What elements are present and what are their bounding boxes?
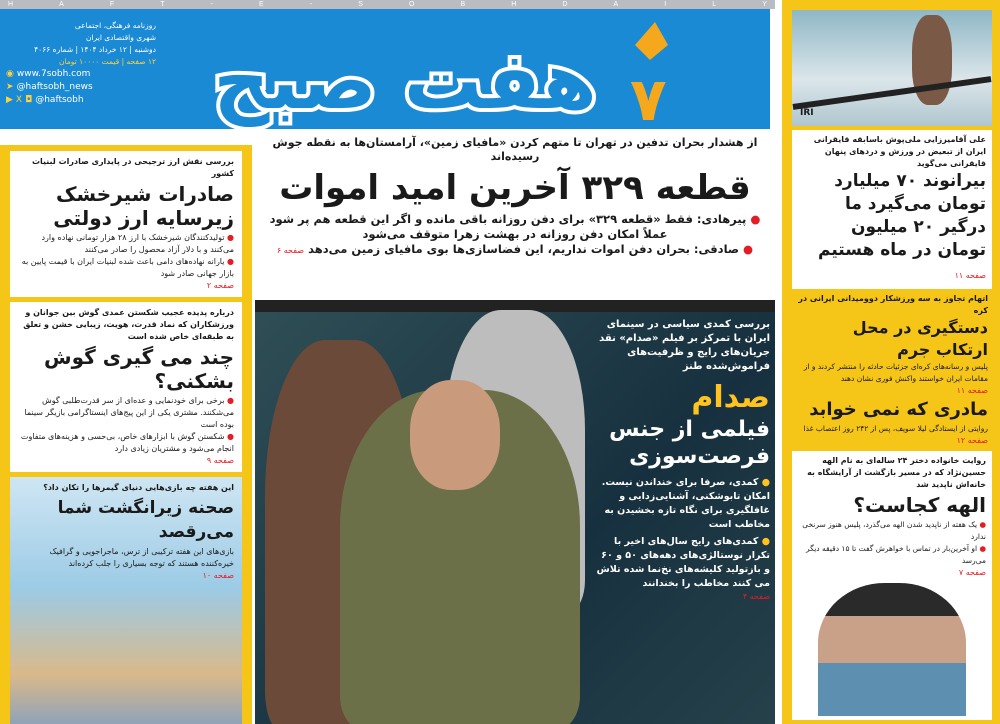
strip-letter: O — [408, 1, 415, 8]
left-column — [0, 145, 252, 724]
strip-letter: S — [358, 1, 363, 8]
feature-intro: بررسی کمدی سیاسی در سینمای ایران با تمرکز بر فیلم «صدام» نقد جریان‌های رایج و ظرفیت‌های فراموش‌شده طنز — [599, 319, 770, 372]
page-ref[interactable]: صفحه ۱۱ — [956, 386, 988, 395]
page-ref[interactable]: صفحه ۶ — [276, 246, 305, 255]
story-headline[interactable]: صادرات شیرخشک زیرسایه ارز دولتی — [53, 182, 234, 230]
feature-text — [592, 318, 770, 720]
story-kicker: علی آقامیرزایی ملی‌پوش باسابقه قایقرانی ایران از تبعیض در ورزش و دردهای پنهان قایقرانی می‌گوید — [813, 135, 986, 168]
story-bullet: تولیدکنندگان شیرخشک با ارز ۲۸ هزار تومانی نهاده وارد می‌کنند و با دلار آزاد محصول را صادر می‌کنند — [41, 233, 234, 254]
lead-bullet: صادقی: بحران دفن اموات نداریم، این فضاسازی‌ها بوی مافیای زمین می‌دهد — [308, 242, 740, 256]
x-icon: X — [15, 95, 23, 105]
masthead-info — [6, 20, 156, 107]
page-ref[interactable]: صفحه ۱۰ — [202, 571, 234, 580]
bullet-icon: ● — [224, 396, 234, 405]
lead-bullet: پیرهادی: فقط «قطعه ۳۲۹» برای دفن روزانه باقی مانده و اگر این قطعه هم پر شود عملاً امکان دفن روزانه در بهشت زهرا متوقف می‌شود — [269, 212, 747, 241]
strip-letter: A — [59, 1, 64, 8]
strip-letter: Y — [762, 1, 767, 8]
story-body: بازی‌های این هفته ترکیبی از ترس، ماجراجویی و گرافیک خیره‌کننده هستند که توجه بسیاری را جلب کرده‌اند — [49, 547, 234, 568]
story-kicker: بررسی نقش ارز ترجیحی در پایداری صادرات لبنیات کشور — [31, 157, 234, 178]
story-arrest — [792, 293, 992, 447]
story-bullet: شکستن گوش با ابزارهای خاص، بی‌حسی و هزینه‌های متفاوت انجام می‌شود و مشتریان زیادی دارد — [20, 432, 234, 453]
story-bullet: یارانه نهاده‌های دامی باعث شده لبنیات ایران با قیمت پایین به بازار جهانی صادر شود — [21, 257, 234, 278]
feature-bullet: کمدی‌های رایج سال‌های اخیر با تکرار نوستالژی‌های دهه‌های ۵۰ و ۶۰ و بازتولید کلیشه‌های نخ‌نما شده تلاش می کنند مخاطب را بخندانند — [596, 536, 770, 589]
story-kayak — [792, 130, 992, 289]
logo-diamond — [635, 22, 668, 60]
globe-icon: ◉ — [6, 69, 14, 79]
strip-letter: I — [664, 1, 667, 8]
page-ref[interactable]: صفحه ۹ — [206, 456, 234, 465]
story-bullet: او آخرین‌بار در تماس با خواهرش گفت تا ۱۵ دقیقه دیگر می‌رسد — [805, 544, 986, 565]
strip-letter: L — [712, 1, 717, 8]
story-body: روایتی از ایستادگی لیلا سویف، پس از ۲۴۲ روز اعتصاب غذا — [803, 424, 988, 433]
feature-title[interactable]: صدام — [691, 380, 770, 415]
story-headline[interactable]: الهه کجاست؟ — [853, 493, 986, 517]
date-issue: دوشنبه | ۱۲ خرداد ۱۴۰۴ | شماره ۴۰۶۶ — [34, 45, 156, 54]
feature-subtitle: فیلمی از جنس فرصت‌سوزی — [609, 417, 770, 469]
feature-bullet: کمدی، صرفا برای خنداندن نیست. امکان تابوشکنی، آشنایی‌زدایی و غافلگیری برای نگاه تازه بخشیدن به مخاطب است — [601, 477, 770, 530]
logo-wordmark: هفت صبح — [213, 37, 597, 127]
story-kicker: این هفته چه بازی‌هایی دنیای گیمرها را تکان داد؟ — [43, 483, 234, 492]
strip-letter: B — [460, 1, 466, 8]
tagline: روزنامه فرهنگی، اجتماعی — [74, 21, 156, 30]
strip-letter: E — [259, 1, 264, 8]
right-column — [782, 0, 1000, 724]
story-milk-powder — [10, 151, 242, 297]
portrait-photo — [818, 583, 966, 716]
bullet-icon: ● — [758, 477, 770, 488]
bullet-icon: ● — [224, 432, 234, 441]
story-missing-girl — [792, 451, 992, 720]
strip-letter: A — [613, 1, 619, 8]
story-bullet: برخی برای خودنمایی و عده‌ای از سر قدرت‌طلبی گوش می‌شکنند. مشتری یکی از این پیج‌های اینستاگرامی بازیگر سینما بوده است — [24, 396, 234, 429]
bullet-icon: ● — [977, 520, 986, 529]
story-headline[interactable]: دستگیری در محل ارتکاب جرم — [852, 318, 988, 359]
bullet-icon: ● — [758, 536, 770, 547]
story-body: پلیس و رسانه‌های کره‌ای جزئیات حادثه را منتشر کردند و از مقامات ایران خواستند واکنش فوری نشان دهند — [803, 362, 988, 383]
strip-letter: F — [109, 1, 115, 8]
paddle — [793, 76, 992, 110]
website-link[interactable]: www.7sobh.com — [16, 69, 91, 79]
story-headline[interactable]: بیرانوند ۷۰ میلیارد تومان می‌گیرد ما درگیر ۲۰ میلیون تومان در ماه هستیم — [818, 171, 986, 260]
page-ref[interactable]: صفحه ۱۲ — [956, 436, 988, 445]
lead-bullets — [258, 212, 772, 257]
lead-kicker: از هشدار بحران تدفین در تهران تا متهم کردن «مافیای زمین»، آرامستان‌ها به نقطه جوش رسیده‌اند — [272, 136, 758, 163]
youtube-icon: ▶ — [6, 95, 13, 105]
bullet-icon: ● — [224, 233, 234, 242]
logo-numeral: ۷ — [630, 65, 667, 135]
social-handle[interactable]: @haftsobh — [35, 95, 84, 105]
strip-letter: H — [511, 1, 517, 8]
story-headline[interactable]: چند می گیری گوش بشکنی؟ — [44, 345, 234, 393]
story-kicker: اتهام تجاوز به سه ورزشکار دوومیدانی ایرانی در کره — [798, 294, 988, 315]
strip-letter: T — [160, 1, 165, 8]
boat-label: IRI — [800, 108, 814, 118]
lead-headline[interactable]: قطعه ۳۲۹ آخرین امید اموات — [279, 168, 751, 208]
strip-letter: - — [210, 1, 213, 8]
price: ۱۲ صفحه | قیمت ۱۰۰۰۰ تومان — [58, 57, 156, 66]
figure-face — [410, 380, 500, 490]
strip-letter: - — [309, 1, 313, 8]
bullet-icon: ● — [224, 257, 234, 266]
instagram-icon: ◘ — [25, 95, 33, 105]
story-headline[interactable]: مادری که نمی خوابد — [809, 399, 988, 420]
story-kicker: درباره پدیده عجیب شکستن عمدی گوش بین جوانان و ورزشکاران که نماد قدرت، هویت، زیبایی خشن و تعلق به طبقه‌ای خاص شده است — [23, 308, 234, 341]
kayak-photo — [792, 10, 992, 126]
telegram-icon: ➤ — [6, 82, 14, 92]
bullet-icon: ● — [739, 242, 754, 256]
page-ref[interactable]: صفحه ۲ — [206, 281, 234, 290]
lead-story — [258, 136, 772, 298]
bullet-icon: ● — [746, 212, 761, 226]
tagline: شهری واقتصادی ایران — [86, 33, 156, 42]
bullet-icon: ● — [977, 544, 986, 553]
strip-letter: D — [562, 1, 568, 8]
story-kicker: روایت خانواده دختر ۲۴ ساله‌ای به نام الهه حسین‌نژاد که در مسیر بازگشت از آرایشگاه به خانه‌اش ناپدید شد — [807, 456, 986, 489]
story-headline[interactable]: صحنه زیرانگشت شما می‌رقصد — [57, 498, 234, 542]
masthead-strip — [0, 0, 775, 9]
story-games — [10, 477, 242, 724]
strip-letter: H — [8, 1, 14, 8]
page-ref[interactable]: صفحه ۷ — [958, 568, 986, 577]
telegram-handle[interactable]: @haftsobh_news — [16, 82, 93, 92]
story-bullet: یک هفته از ناپدید شدن الهه می‌گذرد، پلیس هنوز سرنخی ندارد — [802, 520, 986, 541]
logo — [190, 10, 690, 140]
page-ref[interactable]: صفحه ۱۱ — [954, 271, 986, 280]
page-ref[interactable]: صفحه ۴ — [742, 592, 770, 601]
story-ear-breaking — [10, 302, 242, 472]
